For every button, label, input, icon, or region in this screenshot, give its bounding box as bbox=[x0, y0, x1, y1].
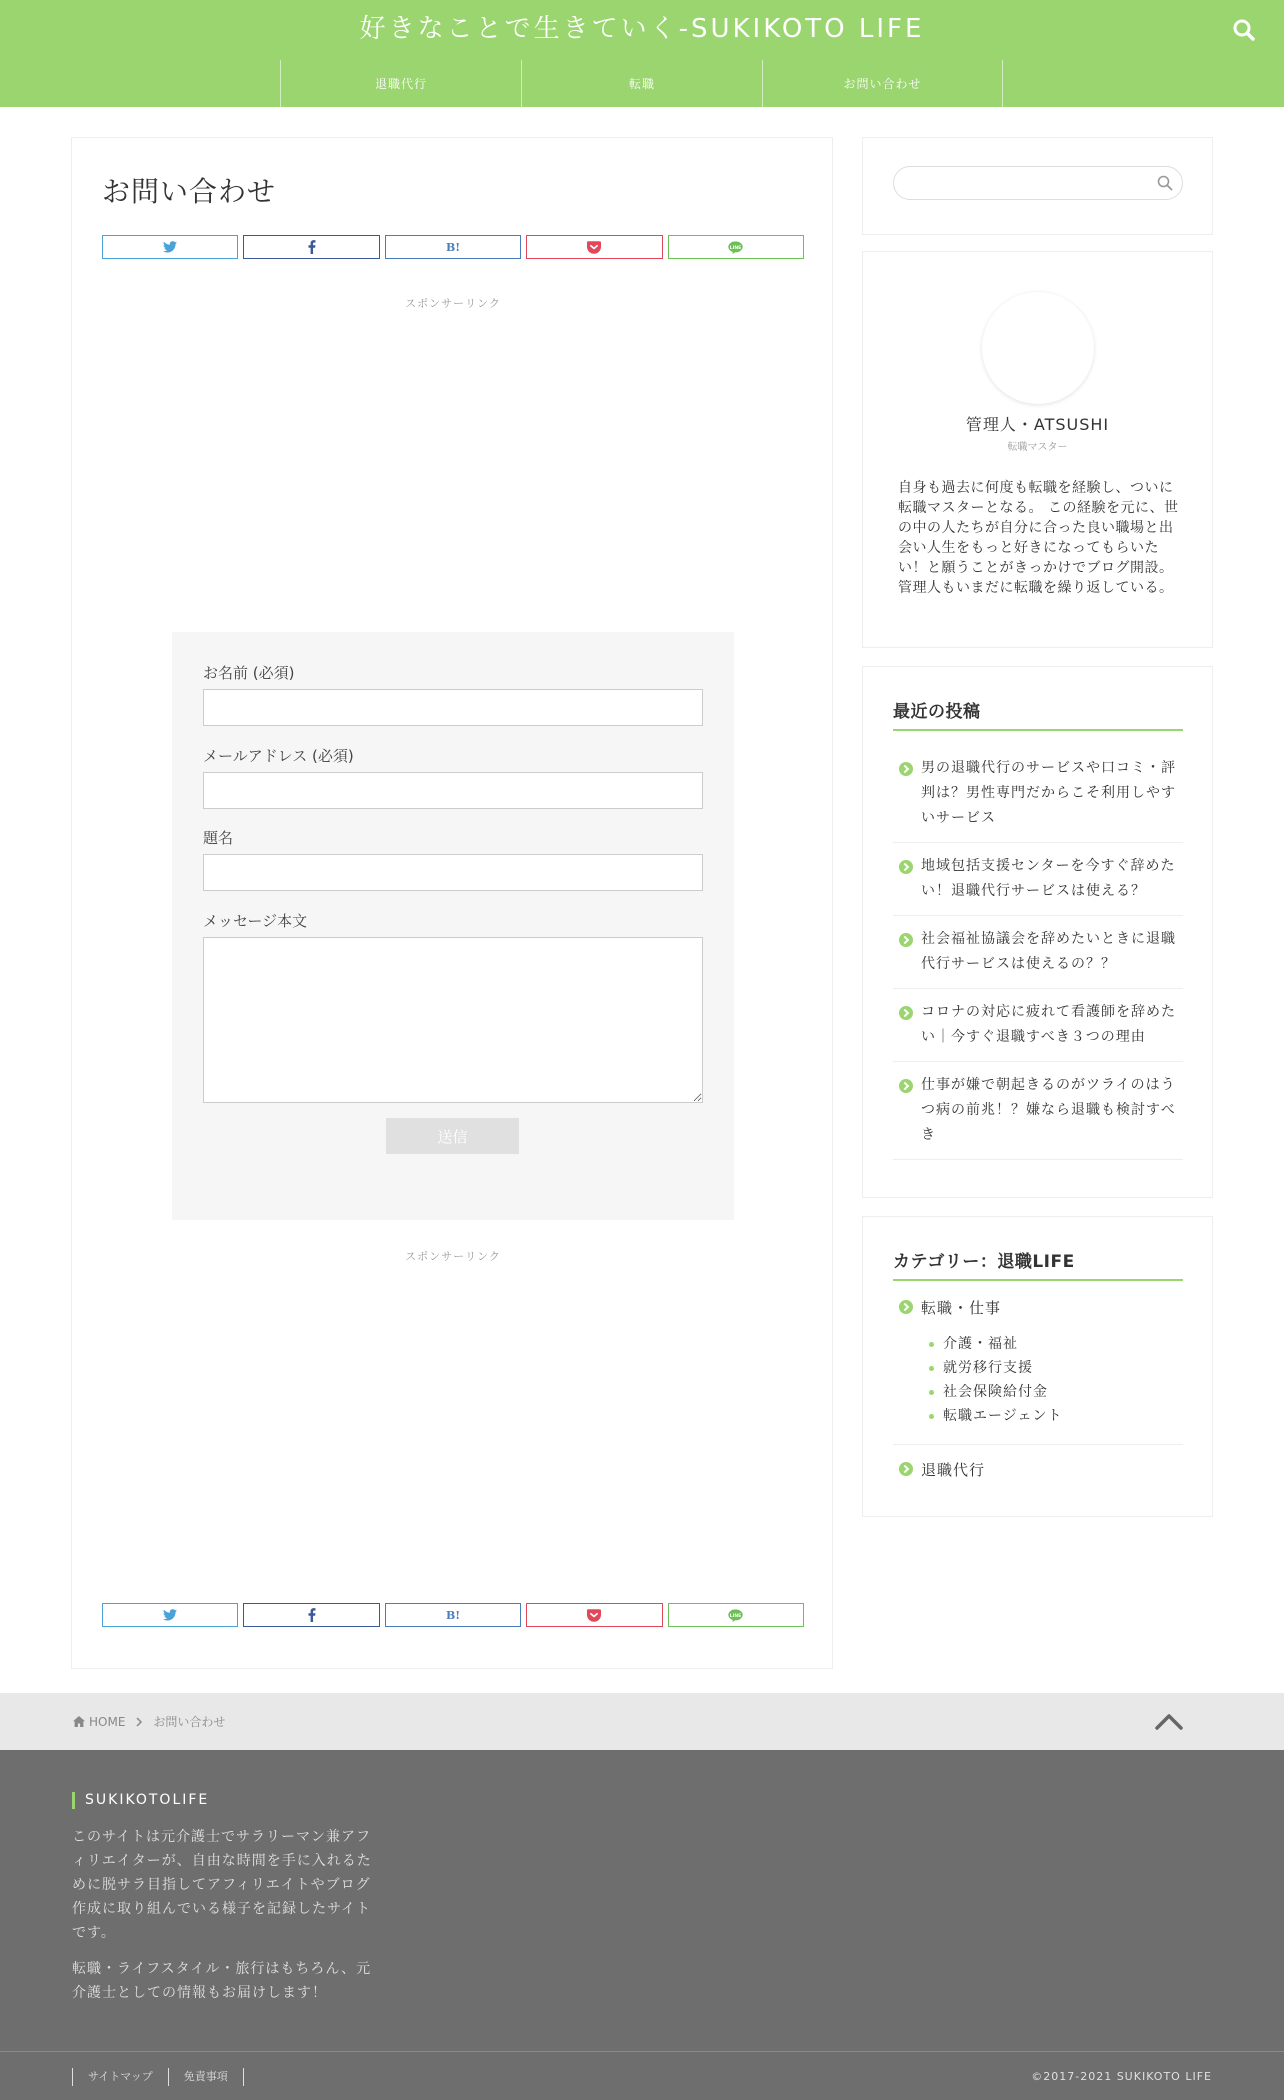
share-facebook-button[interactable] bbox=[243, 235, 379, 259]
chevron-right-icon bbox=[899, 860, 913, 874]
footer-links bbox=[72, 2068, 244, 2086]
footer-link-disclaimer[interactable]: 免責事項 bbox=[168, 2068, 244, 2086]
sidebar-search-widget bbox=[862, 137, 1213, 235]
search-icon[interactable] bbox=[1156, 174, 1174, 192]
page-top-button[interactable] bbox=[1153, 1709, 1185, 1733]
site-title[interactable]: 好きなことで生きていく-SUKIKOTO LIFE bbox=[359, 14, 925, 44]
sidebar-search-input[interactable] bbox=[893, 166, 1183, 200]
chevron-right-icon bbox=[899, 1300, 913, 1314]
share-hatena-button[interactable] bbox=[385, 1603, 521, 1627]
recent-post-item[interactable] bbox=[893, 989, 1183, 1062]
nav-item-contact[interactable]: お問い合わせ bbox=[762, 60, 1003, 107]
chevron-up-icon bbox=[1153, 1709, 1185, 1733]
footer-title: SUKIKOTOLIFE bbox=[72, 1792, 209, 1809]
breadcrumb-home[interactable] bbox=[73, 1715, 125, 1729]
subcategory-link[interactable]: 転職エージェント bbox=[943, 1408, 1063, 1424]
subcategory-item[interactable] bbox=[921, 1380, 1183, 1404]
breadcrumb bbox=[73, 1713, 225, 1730]
email-label: メールアドレス (必須) bbox=[203, 747, 354, 765]
recent-post-link[interactable]: 男の退職代行のサービスや口コミ・評判は？男性専門だからこそ利用しやすいサービス bbox=[921, 760, 1176, 826]
sponsor-label-top: スポンサーリンク bbox=[405, 297, 501, 310]
facebook-icon bbox=[308, 1608, 316, 1622]
page-title: お問い合わせ bbox=[102, 175, 277, 208]
bullet-icon bbox=[929, 1414, 934, 1419]
bullet-icon bbox=[929, 1342, 934, 1347]
share-pocket-button[interactable] bbox=[526, 1603, 662, 1627]
name-field[interactable] bbox=[203, 689, 703, 726]
share-buttons-bottom bbox=[102, 1603, 804, 1627]
main-article bbox=[71, 137, 833, 1669]
share-hatena-button[interactable] bbox=[385, 235, 521, 259]
chevron-right-icon bbox=[899, 933, 913, 947]
footer-link-sitemap[interactable]: サイトマップ bbox=[72, 2068, 168, 2086]
chevron-right-icon bbox=[899, 1079, 913, 1093]
sponsor-label-bottom: スポンサーリンク bbox=[405, 1250, 501, 1263]
pocket-icon bbox=[587, 1609, 601, 1622]
author-bio: 自身も過去に何度も転職を経験し、ついに転職マスターとなる。 この経験を元に、世の中の人たちが自分に合った良い職場と出会い人生をもっと好きになってもらいたい！と願うことがきっかけでブログ開設。 管理人もいまだに転職を繰り返している。 bbox=[898, 480, 1179, 596]
recent-post-link[interactable]: 仕事が嫌で朝起きるのがツライのはうつ病の前兆！？嫌なら退職も検討すべき bbox=[921, 1077, 1176, 1143]
sidebar-recent-posts-widget bbox=[862, 666, 1213, 1198]
search-icon bbox=[1230, 16, 1258, 44]
chevron-right-icon bbox=[899, 1462, 913, 1476]
footer-divider bbox=[0, 2051, 1284, 2052]
name-label: お名前 (必須) bbox=[203, 664, 295, 682]
submit-button[interactable]: 送信 bbox=[386, 1118, 519, 1154]
bullet-icon bbox=[929, 1366, 934, 1371]
message-field[interactable] bbox=[203, 937, 703, 1103]
hatena-icon: B! bbox=[445, 240, 461, 254]
subcategory-item[interactable] bbox=[921, 1356, 1183, 1380]
author-name: 管理人・ATSUSHI bbox=[965, 415, 1110, 434]
breadcrumb-current: お問い合わせ bbox=[153, 1715, 226, 1729]
share-twitter-button[interactable] bbox=[102, 1603, 238, 1627]
footer-description: このサイトは元介護士でサラリーマン兼アフィリエイターが、自由な時間を手に入れるために脱サラ目指してアフィリエイトやブログ作成に取り組んでいる様子を記録したサイトです。 bbox=[72, 1829, 372, 1941]
hatena-icon: B! bbox=[445, 1608, 461, 1622]
subcategory-link[interactable]: 介護・福祉 bbox=[943, 1336, 1018, 1352]
subcategory-item[interactable] bbox=[921, 1404, 1183, 1428]
global-nav bbox=[280, 60, 1003, 107]
categories-list bbox=[893, 1297, 1183, 1480]
pocket-icon bbox=[587, 241, 601, 254]
message-label: メッセージ本文 bbox=[203, 912, 308, 930]
site-footer bbox=[0, 1750, 1284, 2100]
category-link[interactable]: 転職・仕事 bbox=[921, 1299, 1002, 1317]
breadcrumb-home-label[interactable]: HOME bbox=[89, 1714, 126, 1729]
subcategory-item[interactable] bbox=[921, 1332, 1183, 1356]
recent-post-link[interactable]: 地域包括支援センターを今すぐ辞めたい！退職代行サービスは使える？ bbox=[921, 858, 1176, 899]
recent-post-item[interactable] bbox=[893, 745, 1183, 843]
chevron-right-icon bbox=[899, 762, 913, 776]
subject-field[interactable] bbox=[203, 854, 703, 891]
categories-title: カテゴリー：退職LIFE bbox=[893, 1247, 1183, 1281]
svg-text:LINE: LINE bbox=[730, 1613, 742, 1619]
site-header bbox=[0, 0, 1284, 107]
recent-posts-list bbox=[893, 745, 1183, 1160]
svg-text:LINE: LINE bbox=[730, 245, 742, 251]
bullet-icon bbox=[929, 1390, 934, 1395]
subject-label: 題名 bbox=[203, 829, 234, 847]
line-icon bbox=[728, 1609, 743, 1622]
share-line-button[interactable] bbox=[668, 235, 804, 259]
nav-item-tenshoku[interactable]: 転職 bbox=[521, 60, 762, 107]
twitter-icon bbox=[163, 241, 177, 253]
category-item-tenshoku[interactable] bbox=[893, 1297, 1183, 1445]
recent-posts-title: 最近の投稿 bbox=[893, 697, 1183, 731]
sidebar-categories-widget bbox=[862, 1216, 1213, 1517]
category-link[interactable]: 退職代行 bbox=[921, 1461, 986, 1479]
share-pocket-button[interactable] bbox=[526, 235, 662, 259]
recent-post-item[interactable] bbox=[893, 1062, 1183, 1160]
share-buttons-top bbox=[102, 235, 804, 259]
email-field[interactable] bbox=[203, 772, 703, 809]
recent-post-link[interactable]: 社会福祉協議会を辞めたいときに退職代行サービスは使えるの？？ bbox=[921, 931, 1176, 972]
breadcrumb-bar bbox=[0, 1693, 1284, 1750]
subcategory-link[interactable]: 社会保険給付金 bbox=[943, 1384, 1048, 1400]
home-icon bbox=[73, 1716, 85, 1727]
share-twitter-button[interactable] bbox=[102, 235, 238, 259]
line-icon bbox=[728, 241, 743, 254]
contact-form bbox=[172, 632, 734, 1220]
footer-description-2: 転職・ライフスタイル・旅行はもちろん、元介護士としての情報もお届けします！ bbox=[72, 1961, 372, 2001]
sidebar-profile-widget bbox=[862, 251, 1213, 648]
copyright: ©2017-2021 SUKIKOTO LIFE bbox=[1031, 2070, 1212, 2083]
avatar bbox=[982, 292, 1094, 404]
share-facebook-button[interactable] bbox=[243, 1603, 379, 1627]
recent-post-item[interactable] bbox=[893, 843, 1183, 916]
category-item-taishoku-daiko[interactable] bbox=[893, 1445, 1183, 1480]
author-role: 転職マスター bbox=[1007, 442, 1068, 453]
chevron-right-icon bbox=[135, 1717, 143, 1727]
chevron-right-icon bbox=[899, 1006, 913, 1020]
twitter-icon bbox=[163, 1609, 177, 1621]
recent-post-link[interactable]: コロナの対応に疲れて看護師を辞めたい｜今すぐ退職すべき３つの理由 bbox=[921, 1004, 1176, 1045]
subcategory-link[interactable]: 就労移行支援 bbox=[943, 1360, 1033, 1376]
share-line-button[interactable] bbox=[668, 1603, 804, 1627]
facebook-icon bbox=[308, 240, 316, 254]
nav-item-taishoku-daiko[interactable]: 退職代行 bbox=[280, 60, 521, 107]
search-button[interactable] bbox=[1230, 16, 1258, 44]
recent-post-item[interactable] bbox=[893, 916, 1183, 989]
subcategory-list bbox=[921, 1332, 1183, 1428]
